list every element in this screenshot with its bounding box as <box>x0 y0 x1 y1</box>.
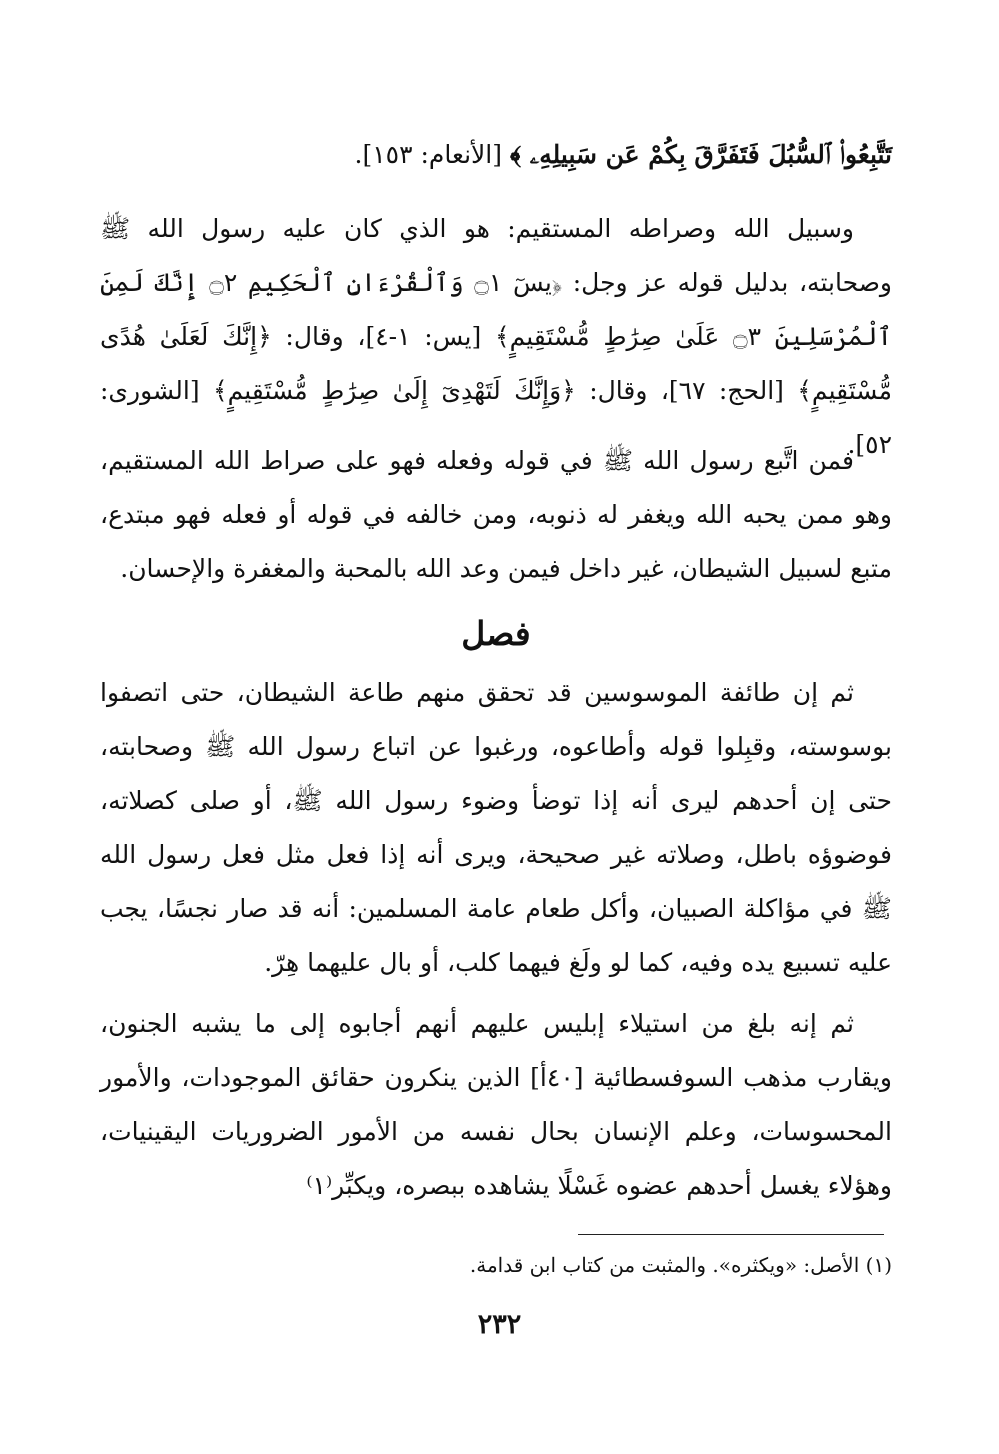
paragraph-text: فمن اتَّبع رسول الله ﷺ في قوله وفعله فهو على صراط الله المستقيم، وهو ممن يحبه الله ويغفر له ذنوبه، ومن خالفه في قوله أو فعله فهو مبتدع، متبع لسبيل الشيطان، غير داخل فيمن وعد الله بالمحبة والمغفرة والإحسان. <box>100 446 892 583</box>
footnote: (١) الأصل: «ويكثره». والمثبت من كتاب ابن قدامة. <box>469 1253 892 1277</box>
paragraph-text: ثم إن طائفة الموسوسين قد تحقق منهم طاعة الشيطان، حتى اتصفوا بوسوسته، وقبِلوا قوله وأطاعوه، ورغبوا عن اتباع رسول الله ﷺ وصحابته، حتى إن أحدهم ليرى أنه إذا توضأ وضوء رسول الله ﷺ، أو صلى كصلاته، فوضوؤه باطل، وصلاته غير صحيحة، ويرى أنه إذا فعل مثل فعل رسول الله ﷺ في مؤاكلة الصبيان، وأكل طعام عامة المسلمين: أنه قد صار نجسًا، يجب عليه تسبيع يده وفيه، كما لو ولَغ فيهما كلب، أو بال عليهما هِرّ. <box>100 678 892 977</box>
paragraph <box>100 202 892 472</box>
paragraph-text: ثم إنه بلغ من استيلاء إبليس عليهم أنهم أجابوه إلى ما يشبه الجنون، ويقارب مذهب السوفسطائية [٤٠أ] الذين ينكرون حقائق الموجودات، والأمور المحسوسات، وعلم الإنسان بحال نفسه من الأمور الضروريات اليقينيات، وهؤلاء يغسل أحدهم عضوه غَسْلًا يشاهده ببصره، ويكبِّر⁽١⁾ <box>100 1009 892 1200</box>
page-number: ٢٣٢ <box>477 1309 522 1340</box>
verse-reference: [الأنعام: ١٥٣]. <box>354 140 510 169</box>
section-heading: فصل <box>461 614 531 653</box>
paragraph <box>100 666 892 990</box>
footnote-divider <box>578 1234 884 1235</box>
paragraph-text: وسبيل الله وصراطه المستقيم: هو الذي كان عليه رسول الله ﷺ وصحابته، بدليل قوله عز وجل: ﴿يسٓ ۝١ وَٱلْقُرْءَانِ ٱلْحَكِيمِ ۝٢ إِنَّكَ لَمِنَ ٱلْمُرْسَلِينَ ۝٣ عَلَىٰ صِرَٰطٍ مُّسْتَقِيمٍ﴾ [يس: ١-٤]، وقال: ﴿إِنَّكَ لَعَلَىٰ هُدًى مُّسْتَقِيمٍ﴾ [الحج: ٦٧]، وقال: ﴿وَإِنَّكَ لَتَهْدِىٓ إِلَىٰ صِرَٰطٍ مُّسْتَقِيمٍ﴾ [الشورى: ٥٢]. <box>100 214 893 459</box>
paragraph <box>100 997 892 1213</box>
paragraph <box>100 434 892 596</box>
verse-continuation <box>100 128 892 182</box>
quran-verse-text: تَتَّبِعُوا۟ ٱلسُّبُلَ فَتَفَرَّقَ بِكُمْ عَن سَبِيلِهِۦ ﴾ <box>509 140 892 169</box>
